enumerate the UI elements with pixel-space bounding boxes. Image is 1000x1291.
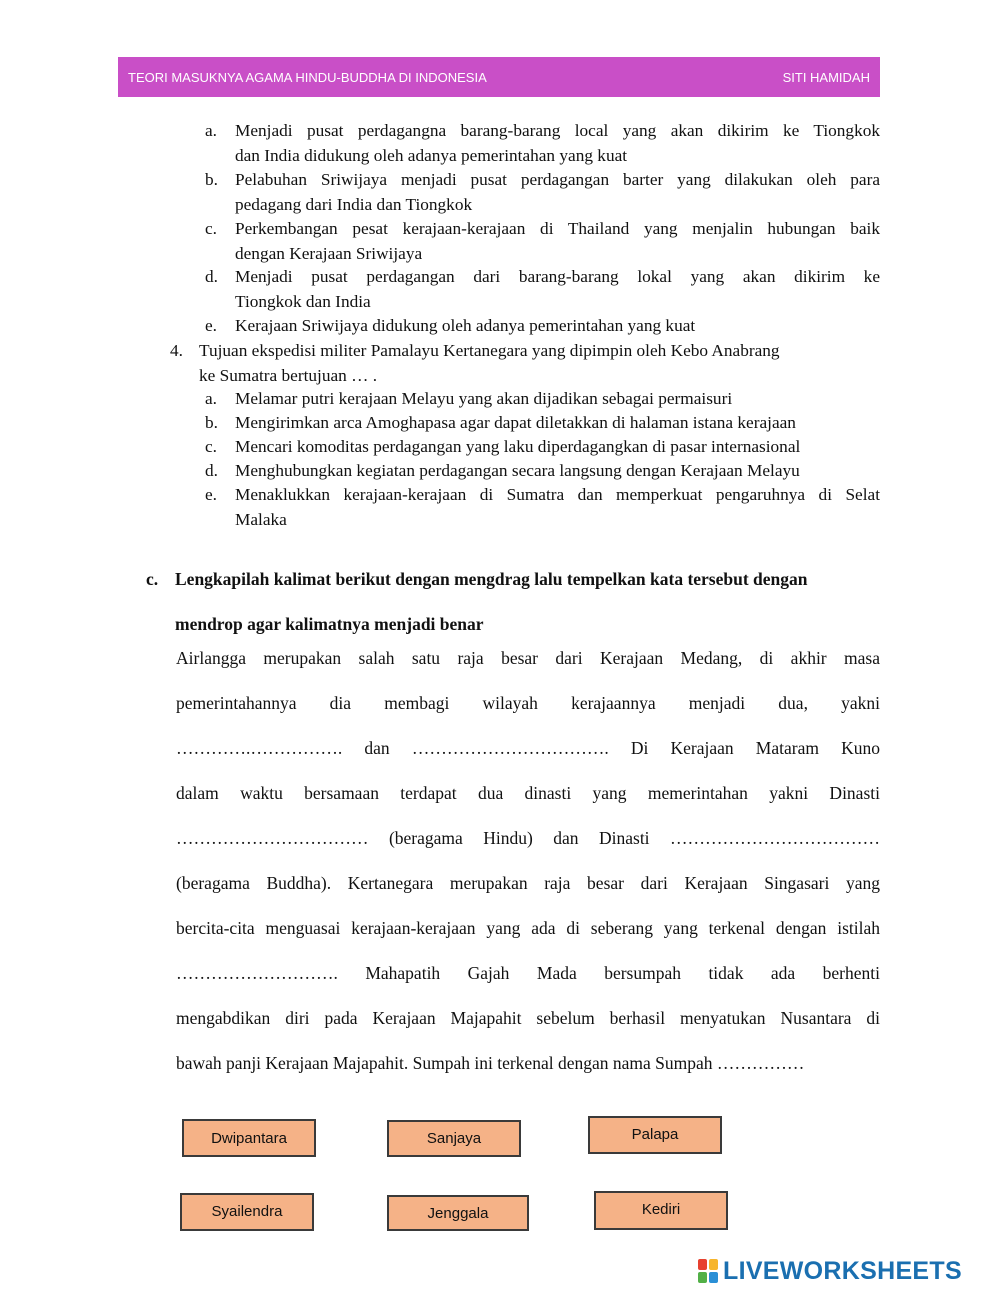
liveworksheets-brand: LIVEWORKSHEETS bbox=[723, 1256, 962, 1285]
fill-in-paragraph bbox=[176, 636, 880, 1086]
paragraph-line-with-blank[interactable]: ………………………. Mahapatih Gajah Mada bersumpah tidak ada berhenti bbox=[176, 963, 880, 983]
paragraph-line-with-blanks[interactable]: …………………………… (beragama Hindu) dan Dinasti ……………………………… bbox=[176, 828, 880, 848]
question-text-line: ke Sumatra bertujuan … . bbox=[199, 365, 378, 385]
q3-option-a bbox=[205, 119, 880, 168]
option-text-line: Mencari komoditas perdagangan yang laku diperdagangkan di pasar internasional bbox=[235, 437, 801, 456]
paragraph-line: mengabdikan diri pada Kerajaan Majapahit sebelum berhasil menyatukan Nusantara di bbox=[176, 1008, 880, 1028]
drag-word-dwipantara[interactable]: Dwipantara bbox=[182, 1119, 316, 1157]
header-title: TEORI MASUKNYA AGAMA HINDU-BUDDHA DI INDONESIA bbox=[128, 70, 487, 85]
option-letter: c. bbox=[205, 437, 217, 456]
instruction-line: mendrop agar kalimatnya menjadi benar bbox=[175, 614, 484, 634]
paragraph-line: bercita-cita menguasai kerajaan-kerajaan yang ada di seberang yang terkenal dengan istilah bbox=[176, 918, 880, 938]
q3-option-b bbox=[205, 168, 880, 217]
drag-word-palapa[interactable]: Palapa bbox=[588, 1116, 722, 1154]
q4-option-e bbox=[205, 483, 880, 532]
drag-word-syailendra[interactable]: Syailendra bbox=[180, 1193, 314, 1231]
header-author: SITI HAMIDAH bbox=[782, 70, 870, 85]
drag-word-jenggala[interactable]: Jenggala bbox=[387, 1195, 529, 1231]
paragraph-line: dalam waktu bersamaan terdapat dua dinasti yang memerintahan yakni Dinasti bbox=[176, 783, 880, 803]
q4-option-a bbox=[205, 387, 880, 412]
question-number: 4. bbox=[170, 341, 183, 360]
paragraph-line-with-blank[interactable]: bawah panji Kerajaan Majapahit. Sumpah ini terkenal dengan nama Sumpah …………… bbox=[176, 1053, 805, 1073]
paragraph-line-with-blanks[interactable]: ………….……………. dan ……………………………. Di Kerajaan Mataram Kuno bbox=[176, 738, 880, 758]
paragraph-line: (beragama Buddha). Kertanegara merupakan raja besar dari Kerajaan Singasari yang bbox=[176, 873, 880, 893]
option-letter: c. bbox=[205, 219, 217, 238]
option-text-line: Perkembangan pesat kerajaan-kerajaan di Thailand yang menjalin hubungan baik bbox=[235, 219, 880, 238]
option-letter: e. bbox=[205, 485, 217, 504]
option-text-line: Tiongkok dan India bbox=[235, 291, 371, 311]
liveworksheets-logo bbox=[698, 1257, 962, 1285]
option-letter: a. bbox=[205, 389, 217, 408]
option-letter: e. bbox=[205, 316, 217, 335]
q4-option-b bbox=[205, 411, 880, 436]
option-letter: d. bbox=[205, 267, 218, 286]
liveworksheets-logo-icon bbox=[698, 1259, 720, 1283]
instruction-line: Lengkapilah kalimat berikut dengan mengdrag lalu tempelkan kata tersebut dengan bbox=[175, 569, 808, 589]
q3-option-d bbox=[205, 265, 880, 314]
option-text-line: dengan Kerajaan Sriwijaya bbox=[235, 243, 423, 263]
q4-option-c bbox=[205, 435, 880, 460]
q3-option-c bbox=[205, 217, 880, 266]
q4-option-d bbox=[205, 459, 880, 484]
option-text-line: Menaklukkan kerajaan-kerajaan di Sumatra dan memperkuat pengaruhnya di Selat bbox=[235, 485, 880, 504]
option-letter: d. bbox=[205, 461, 218, 480]
section-letter: c. bbox=[146, 569, 159, 589]
paragraph-line: Airlangga merupakan salah satu raja besar dari Kerajaan Medang, di akhir masa bbox=[176, 648, 880, 668]
option-text-line: Menjadi pusat perdagangna barang-barang local yang akan dikirim ke Tiongkok bbox=[235, 121, 880, 140]
option-letter: b. bbox=[205, 170, 218, 189]
option-text-line: Melamar putri kerajaan Melayu yang akan dijadikan sebagai permaisuri bbox=[235, 389, 733, 408]
option-text-line: dan India didukung oleh adanya pemerintahan yang kuat bbox=[235, 145, 628, 165]
drag-word-sanjaya[interactable]: Sanjaya bbox=[387, 1120, 521, 1157]
section-c-instruction bbox=[146, 557, 886, 647]
paragraph-line: pemerintahannya dia membagi wilayah kerajaannya menjadi dua, yakni bbox=[176, 693, 880, 713]
option-letter: b. bbox=[205, 413, 218, 432]
question-4 bbox=[170, 339, 870, 388]
option-text-line: Menjadi pusat perdagangan dari barang-barang lokal yang akan dikirim ke bbox=[235, 267, 880, 286]
drag-word-kediri[interactable]: Kediri bbox=[594, 1191, 728, 1230]
option-letter: a. bbox=[205, 121, 217, 140]
q3-option-e bbox=[205, 314, 880, 339]
page-header bbox=[118, 57, 880, 97]
option-text-line: Menghubungkan kegiatan perdagangan secara langsung dengan Kerajaan Melayu bbox=[235, 461, 800, 480]
option-text-line: Kerajaan Sriwijaya didukung oleh adanya pemerintahan yang kuat bbox=[235, 316, 696, 335]
option-text-line: Pelabuhan Sriwijaya menjadi pusat perdagangan barter yang dilakukan oleh para bbox=[235, 170, 880, 189]
question-text-line: Tujuan ekspedisi militer Pamalayu Kertanegara yang dipimpin oleh Kebo Anabrang bbox=[199, 341, 780, 360]
option-text-line: pedagang dari India dan Tiongkok bbox=[235, 194, 473, 214]
option-text-line: Mengirimkan arca Amoghapasa agar dapat diletakkan di halaman istana kerajaan bbox=[235, 413, 796, 432]
option-text-line: Malaka bbox=[235, 509, 287, 529]
